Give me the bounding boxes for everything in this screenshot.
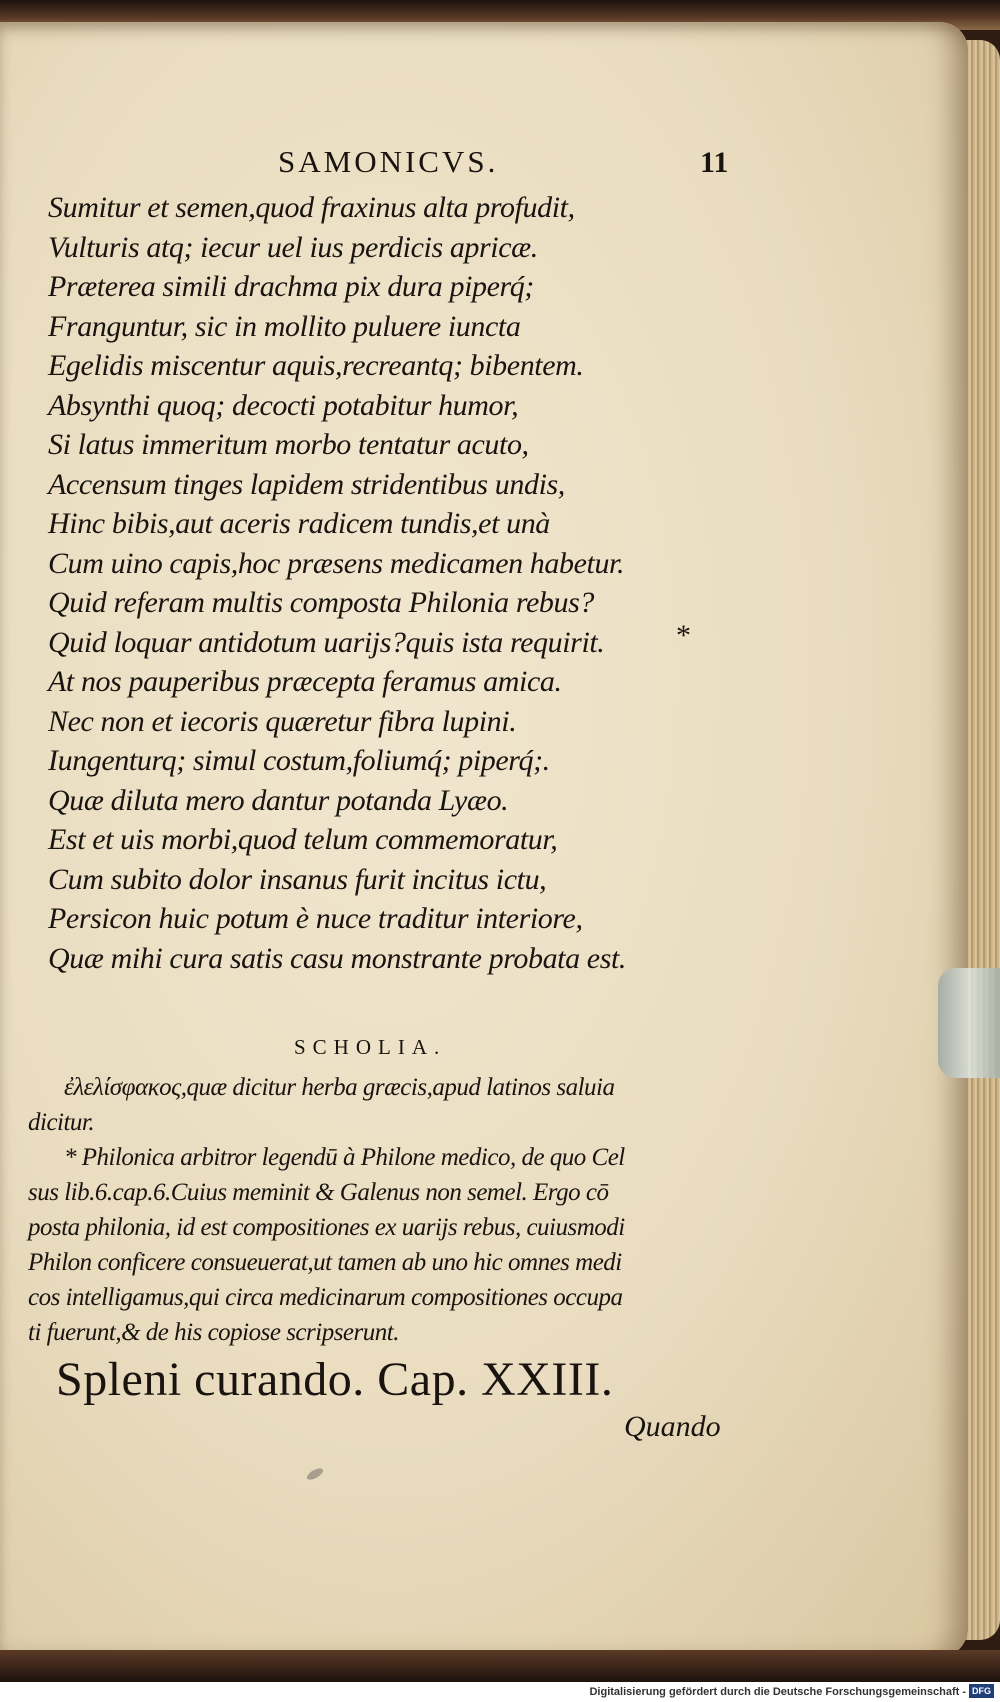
- verse-line: Sumitur et semen,quod fraxinus alta profudit,: [48, 191, 575, 224]
- verse-line: At nos pauperibus præcepta feramus amica.: [48, 665, 562, 698]
- dfg-logo: DFG: [969, 1684, 994, 1698]
- verse-line: Si latus immeritum morbo tentatur acuto,: [48, 428, 529, 461]
- page-clip: [938, 968, 1000, 1078]
- scholia-line: cos intelligamus,qui circa medicinarum compositiones occupa: [28, 1284, 623, 1311]
- verse-line: Cum subito dolor insanus furit incitus ictu,: [48, 862, 547, 896]
- verse-line: Quæ mihi cura satis casu monstrante probata est.: [48, 941, 627, 975]
- verse-line: Absynthi quoq; decocti potabitur humor,: [48, 388, 519, 422]
- catchword: Quando: [624, 1410, 721, 1443]
- credit-bar: [0, 1682, 1000, 1702]
- verse-line: Hinc bibis,aut aceris radicem tundis,et unà: [48, 507, 550, 540]
- scholia-line: * Philonica arbitror legendū à Philone medico, de quo Cel: [64, 1144, 625, 1171]
- folio-number: 11: [700, 146, 729, 179]
- verse-line: Nec non et iecoris quæretur fibra lupini.: [48, 704, 517, 738]
- verse-line: Quæ diluta mero dantur potanda Lyæo.: [48, 783, 509, 817]
- scholia-line: ti fuerunt,& de his copiose scripserunt.: [28, 1319, 399, 1346]
- scholia-line: dicitur.: [28, 1109, 95, 1136]
- verse-line: Franguntur, sic in mollito puluere iuncta: [48, 309, 521, 343]
- ink-smudge: [305, 1466, 325, 1482]
- verse-line: Vulturis atq; iecur uel ius perdicis apricæ.: [48, 230, 538, 264]
- verse-line: Quid loquar antidotum uarijs?quis ista requirit.: [48, 625, 605, 659]
- book-page: [0, 22, 968, 1658]
- running-head-title: SAMONICVS.: [278, 144, 499, 179]
- scholia-line: ἐλελίσφακος,quæ dicitur herba græcis,apud latinos saluia: [64, 1074, 615, 1101]
- scholia-block: [28, 1070, 748, 1350]
- verse-line: Est et uis morbi,quod telum commemoratur,: [48, 823, 558, 856]
- chapter-heading: Spleni curando. Cap. XXIII.: [56, 1353, 614, 1406]
- verse-line: Iungenturq; simul costum,foliumq́; piperq́;.: [48, 744, 550, 777]
- scholia-heading: SCHOLIA.: [294, 1035, 447, 1059]
- scholia-line: Philon conficere consueuerat,ut tamen ab uno hic omnes medi: [28, 1249, 622, 1276]
- verse-line: Accensum tinges lapidem stridentibus undis,: [48, 467, 565, 501]
- verse-line: Cum uino capis,hoc præsens medicamen habetur.: [48, 546, 625, 580]
- book-bottom-edge: [0, 1650, 1000, 1682]
- verse-line: Præterea simili drachma pix dura piperq́;: [48, 270, 534, 303]
- verse-line: Persicon huic potum è nuce traditur interiore,: [48, 902, 583, 935]
- credit-text: Digitalisierung gefördert durch die Deutsche Forschungsgemeinschaft -: [589, 1686, 966, 1698]
- scholia-line: posta philonia, id est compositiones ex uarijs rebus, cuiusmodi: [28, 1214, 625, 1241]
- scholia-line: sus lib.6.cap.6.Cuius meminit & Galenus non semel. Ergo cō: [28, 1179, 609, 1206]
- margin-asterisk: *: [676, 619, 691, 652]
- verse-line: Egelidis miscentur aquis,recreantq; bibentem.: [48, 349, 584, 382]
- verse-line: Quid referam multis composta Philonia rebus?: [48, 586, 594, 619]
- verse-block: [48, 188, 718, 978]
